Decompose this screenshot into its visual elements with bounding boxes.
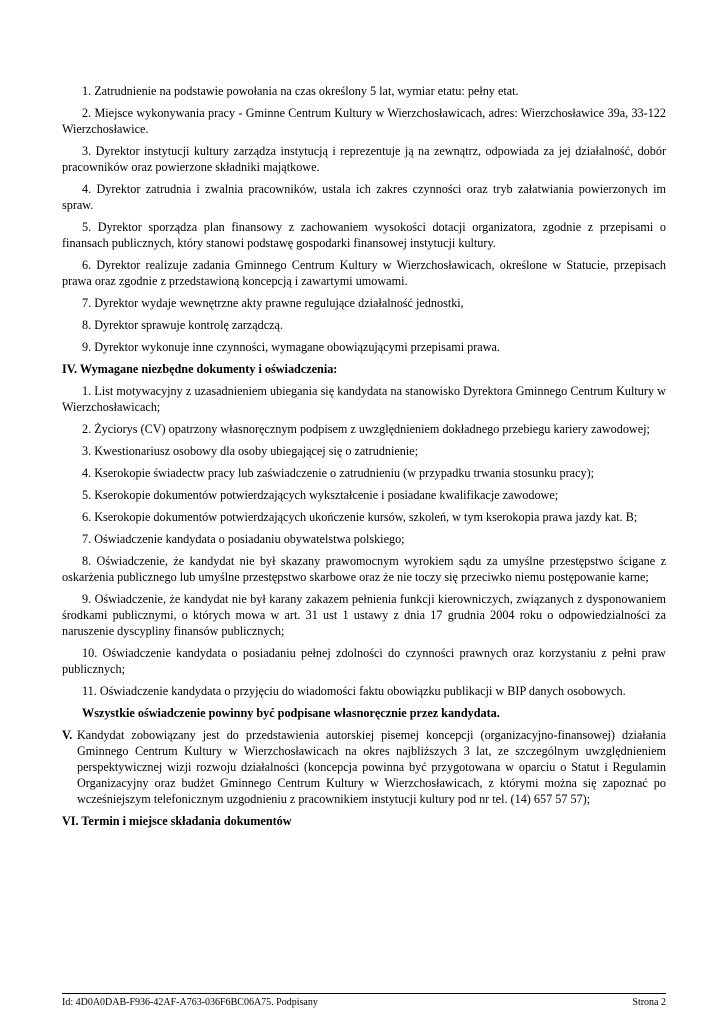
signature-note: Wszystkie oświadczenie powinny być podpisane własnoręcznie przez kandydata. — [82, 706, 500, 720]
duty-item-8: 8. Dyrektor sprawuje kontrolę zarządczą. — [82, 318, 283, 332]
section-5-text: Kandydat zobowiązany jest do przedstawienia autorskiej pisemej koncepcji (organizacyjno-finansowej) działania Gminnego Centrum Kultury w Wierzchosławicach na okres najbliższych 3 lat, ze szczególnym uwzględnieniem perspektywicznej wizji rozwoju działalności (koncepcja powinna być przygotowana w oparciu o Statut i Regulamin Organizacyjny oraz budżet Gminnego Centrum Kultury w Wierzchosławicach, z którymi można się zapoznać po wcześniejszym telefonicznym uzgodnieniu z pracownikiem instytucji kultury pod nr tel. (14) 657 57 57); — [77, 728, 666, 806]
document-item-8: 8. Oświadczenie, że kandydat nie był skazany prawomocnym wyrokiem sądu za umyślne przestępstwo ścigane z oskarżenia publicznego lub umyślne przestępstwo skarbowe oraz że nie toczy się przeciwko niemu postępowanie karne; — [62, 554, 666, 584]
duty-item-4: 4. Dyrektor zatrudnia i zwalnia pracowników, ustala ich zakres czynności oraz tryb załatwiania powierzonych im spraw. — [62, 182, 666, 212]
page-number: Strona 2 — [632, 997, 666, 1008]
section-5 — [62, 727, 666, 807]
document-item-2: 2. Życiorys (CV) opatrzony własnoręcznym podpisem z uwzględnieniem dokładnego przebiegu kariery zawodowej; — [82, 422, 650, 436]
duty-item-5: 5. Dyrektor sporządza plan finansowy z zachowaniem wysokości dotacji organizatora, zgodnie z przepisami o finansach publicznych, który stanowi podstawę gospodarki finansowej instytucji kultury. — [62, 220, 666, 250]
document-body — [62, 83, 666, 835]
section-5-number: V. — [62, 728, 73, 742]
duty-item-2: 2. Miejsce wykonywania pracy - Gminne Centrum Kultury w Wierzchosławicach, adres: Wierzchosławice 39a, 33-122 Wierzchosławice. — [62, 106, 666, 136]
document-item-7: 7. Oświadczenie kandydata o posiadaniu obywatelstwa polskiego; — [82, 532, 405, 546]
document-item-6: 6. Kserokopie dokumentów potwierdzających ukończenie kursów, szkoleń, w tym kserokopia prawa jazdy kat. B; — [82, 510, 638, 524]
duty-item-9: 9. Dyrektor wykonuje inne czynności, wymagane obowiązującymi przepisami prawa. — [82, 340, 500, 354]
section-6-heading: VI. Termin i miejsce składania dokumentów — [62, 814, 292, 828]
page-footer — [62, 993, 666, 1009]
duty-item-1: 1. Zatrudnienie na podstawie powołania na czas określony 5 lat, wymiar etatu: pełny etat. — [82, 84, 519, 98]
section-4-heading: IV. Wymagane niezbędne dokumenty i oświadczenia: — [62, 362, 338, 376]
document-item-5: 5. Kserokopie dokumentów potwierdzających wykształcenie i posiadane kwalifikacje zawodowe; — [82, 488, 559, 502]
document-item-1: 1. List motywacyjny z uzasadnieniem ubiegania się kandydata na stanowisko Dyrektora Gminnego Centrum Kultury w Wierzchosławicach; — [62, 384, 666, 414]
duty-item-7: 7. Dyrektor wydaje wewnętrzne akty prawne regulujące działalność jednostki, — [82, 296, 464, 310]
document-item-11: 11. Oświadczenie kandydata o przyjęciu do wiadomości faktu obowiązku publikacji w BIP danych osobowych. — [82, 684, 626, 698]
document-item-10: 10. Oświadczenie kandydata o posiadaniu pełnej zdolności do czynności prawnych oraz korzystaniu z pełni praw publicznych; — [62, 646, 666, 676]
document-item-3: 3. Kwestionariusz osobowy dla osoby ubiegającej się o zatrudnienie; — [82, 444, 419, 458]
document-item-9: 9. Oświadczenie, że kandydat nie był karany zakazem pełnienia funkcji kierowniczych, związanych z dysponowaniem środkami publicznymi, o których mowa w art. 31 ust 1 ustawy z dnia 17 grudnia 2004 roku o odpowiedzialności za naruszenie dyscypliny finansów publicznych; — [62, 592, 666, 638]
document-item-4: 4. Kserokopie świadectw pracy lub zaświadczenie o zatrudnieniu (w przypadku trwania stosunku pracy); — [82, 466, 595, 480]
duty-item-6: 6. Dyrektor realizuje zadania Gminnego Centrum Kultury w Wierzchosławicach, określone w Statucie, przepisach prawa oraz zgodnie z przedstawioną koncepcją i zawartymi umowami. — [62, 258, 666, 288]
document-id: Id: 4D0A0DAB-F936-42AF-A763-036F6BC06A75. Podpisany — [62, 997, 318, 1008]
duty-item-3: 3. Dyrektor instytucji kultury zarządza instytucją i reprezentuje ją na zewnątrz, odpowiada za jej działalność, dobór pracowników oraz powierzone składniki majątkowe. — [62, 144, 666, 174]
